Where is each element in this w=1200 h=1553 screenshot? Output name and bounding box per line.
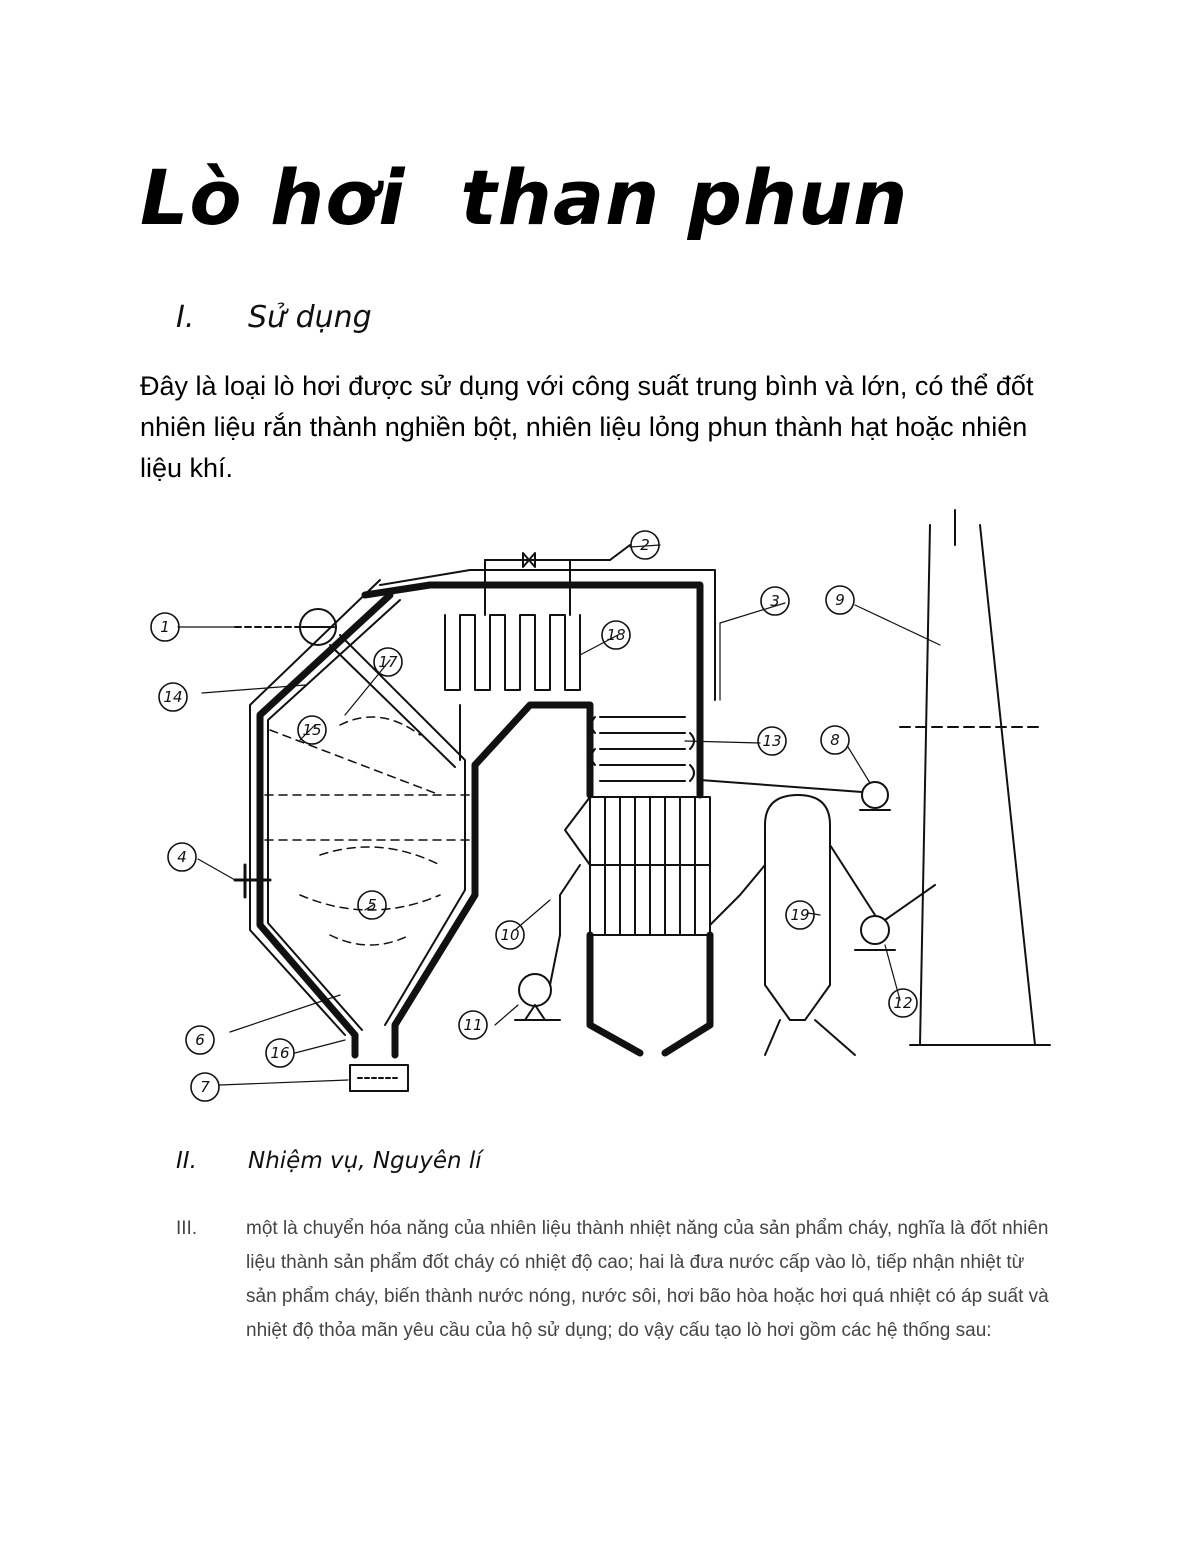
label-18: 18 [606, 626, 626, 644]
section-heading-principle [176, 1148, 482, 1174]
label-numbers [160, 536, 912, 1096]
label-5: 5 [367, 896, 377, 914]
valve-line [485, 545, 630, 615]
label-13: 13 [762, 732, 782, 750]
section-number: II. [176, 1148, 197, 1174]
label-8: 8 [830, 731, 840, 749]
boiler-diagram [140, 505, 1070, 1115]
burner [235, 865, 270, 897]
economizer-coils [592, 717, 695, 781]
tube-walls [250, 570, 715, 1035]
list-number: III. [176, 1218, 198, 1239]
label-6: 6 [195, 1031, 205, 1049]
label-14: 14 [163, 688, 183, 706]
label-2: 2 [640, 536, 650, 554]
label-16: 16 [270, 1044, 290, 1062]
superheater-coils [445, 615, 580, 690]
steam-drum [235, 609, 336, 645]
induced-draft-fan [830, 845, 935, 950]
leader-lines [178, 545, 940, 1085]
section-title: Sử dụng [248, 300, 372, 335]
section-number: I. [176, 300, 195, 335]
intro-paragraph: Đây là loại lò hơi được sử dụng với công suất trung bình và lớn, có thể đốt nhiên liệu rắn thành nghiền bột, nhiên liệu lỏng phun thành hạt hoặc nhiên liệu khí. [140, 371, 1034, 483]
section-heading-usage [176, 300, 372, 335]
label-11: 11 [463, 1016, 483, 1034]
label-4: 4 [177, 848, 187, 866]
label-7: 7 [200, 1078, 210, 1096]
numbered-list-item [176, 1212, 1056, 1348]
label-17: 17 [378, 653, 398, 671]
forced-draft-fan [515, 865, 580, 1020]
page-title: Lò hơi than phun [140, 153, 909, 242]
dust-collector [710, 795, 855, 1055]
ash-pit [350, 1065, 408, 1091]
label-9: 9 [835, 591, 845, 609]
chimney [900, 510, 1050, 1045]
list-text: một là chuyển hóa năng của nhiên liệu thành nhiệt năng của sản phẩm cháy, nghĩa là đốt nhiên liệu thành sản phẩm đốt cháy có nhiệt độ cao; hai là đưa nước cấp vào lò, tiếp nhận nhiệt từ sản phẩm cháy, biến thành nước nóng, nước sôi, hơi bão hòa hoặc hơi quá nhiệt có áp suất và nhiệt độ thỏa mãn yêu cầu của hộ sử dụng; do vậy cấu tạo lò hơi gồm các hệ thống sau: [246, 1218, 1049, 1341]
air-preheater [565, 797, 710, 935]
section-title: Nhiệm vụ, Nguyên lí [248, 1148, 482, 1174]
label-15: 15 [302, 721, 322, 739]
label-3: 3 [770, 592, 780, 610]
label-12: 12 [893, 994, 913, 1012]
label-10: 10 [500, 926, 520, 944]
label-1: 1 [160, 618, 170, 636]
furnace-walls [260, 585, 710, 1055]
label-19: 19 [790, 906, 810, 924]
